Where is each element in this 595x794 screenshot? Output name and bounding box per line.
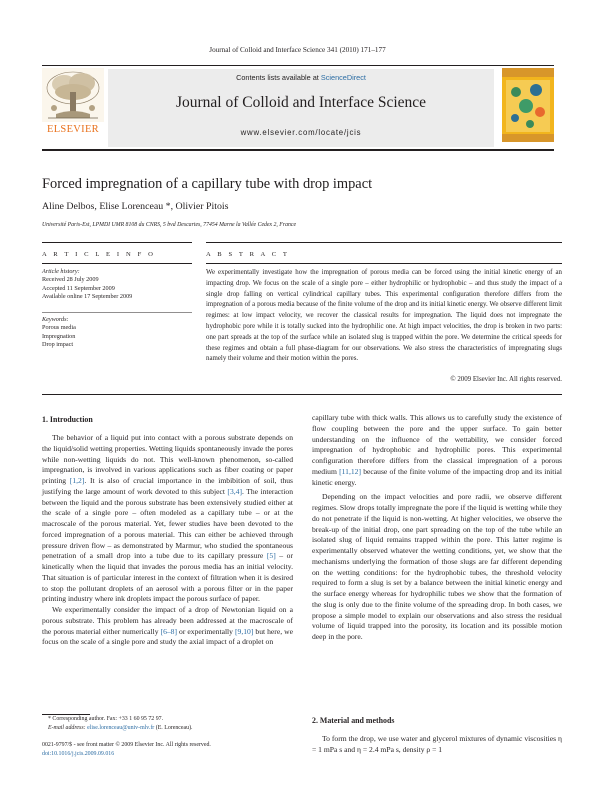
paragraph <box>312 492 562 643</box>
email-link[interactable]: elise.lorenceau@univ-mlv.fr <box>87 724 155 731</box>
email-label: E-mail address: <box>48 724 88 731</box>
front-matter <box>42 741 302 758</box>
article-info-top-rule <box>42 242 192 243</box>
masthead-bottom-rule <box>42 149 554 151</box>
sciencedirect-link[interactable]: ScienceDirect <box>320 73 366 82</box>
text-run: or experimentally <box>177 626 235 636</box>
methods-text <box>312 734 562 756</box>
text-run: . It is also of crucial importance in the imbibition of soil, thus justifying the large amount of work devoted to this subject <box>42 476 293 496</box>
email-suffix: (E. Lorenceau). <box>154 724 193 731</box>
issn-line: 0021-9797/$ - see front matter © 2009 Elsevier Inc. All rights reserved. <box>42 742 211 748</box>
left-column <box>42 433 293 648</box>
contents-prefix: Contents lists available at <box>236 73 321 82</box>
abstract-heading: A B S T R A C T <box>206 251 290 258</box>
keyword: Porous media <box>42 324 76 332</box>
text-run: The behavior of a liquid put into contact with a porous substrate depends on the liquid/solid wetting properties. Wetting liquids spontaneously invade the pores while non-wetting liquids do not. This well-known phenomenon, so-called impregnation, is involved in various applications such as fiber coating or paper printing <box>42 433 293 485</box>
history-label: Article history: <box>42 268 80 275</box>
introduction-heading: 1. Introduction <box>42 415 93 424</box>
methods-heading: 2. Material and methods <box>312 716 395 725</box>
journal-homepage-link[interactable]: www.elsevier.com/locate/jcis <box>240 128 362 137</box>
keywords <box>42 316 192 349</box>
journal-title: Journal of Colloid and Interface Science <box>175 94 427 111</box>
journal-reference: Journal of Colloid and Interface Science 341 (2010) 171–177 <box>209 46 386 54</box>
text-run: – or kinetically when the liquid that invades the porous media has an initial velocity. That situation is of particular interest in the context of filtration when it is desired to stop the pollutant droplets of an aerosol with a porous filter or in the paper printing industry where ink droplets impact the porous surface of paper. <box>42 551 294 604</box>
article-title: Forced impregnation of a capillary tube with drop impact <box>42 176 373 192</box>
keyword: Impregnation <box>42 332 76 340</box>
citation-link[interactable]: [9,10] <box>235 626 254 636</box>
history-online: Available online 17 September 2009 <box>42 292 133 300</box>
keyword: Drop impact <box>42 340 74 348</box>
text-run: capillary tube with thick walls. This allows us to carefully study the existence of flow coupling between the pore and the upper surface. To gain better understanding on the influence of the wettability, we consider forced impregnation of hydrophobic and hydrophilic pores. This experimental configuration therefore differs from the classical impregnation of a porous medium <box>312 413 562 476</box>
paragraph <box>312 413 562 488</box>
right-column <box>312 413 562 643</box>
article-info-heading: A R T I C L E I N F O <box>42 251 156 258</box>
citation-link[interactable]: [11,12] <box>339 466 361 476</box>
affiliation: Université Paris-Est, LPMDI UMR 8108 du CNRS, 5 bvd Descartes, 77454 Marne la Vallée Cedex 2, France <box>42 222 297 228</box>
abstract-bottom-rule <box>42 394 562 395</box>
keywords-label: Keywords: <box>42 316 69 323</box>
abstract-text: We experimentally investigate how the impregnation of porous media can be forced using the initial kinetic energy of an impacting drop. We focus on the scale of a single pore – either hydrophilic or hydrophobic – and thus study the impact of a single drop falling on vertical cylindrical capillary tubes. This experimental configuration therefore differs from the impregnation of a porous media because of the finite volume of the drop and its initial kinetic energy. We observe different limit regimes: at low impact velocity, we recover the classical results for impregnation. The liquid does not impregnate the hydrophobic pore while it is totally sucked into the hydrophilic one. At high impact velocities, the drop is broken in two parts: one part spreads at the top of the surface while an isolated slug is trapped within the pore. We determine the critical speeds for these regimes and obtain a full phase-diagram for our observations. We also stress the characteristics of impregnating slugs namely their volume and their motion within the pores. <box>206 269 562 363</box>
text-run: because of the finite volume of the impacting drop and its initial kinetic energy. <box>312 466 562 487</box>
journal-cover-image <box>502 68 554 142</box>
corresponding-footnote <box>48 715 298 732</box>
abstract-top-rule <box>206 242 562 243</box>
citation-link[interactable]: [3,4] <box>227 486 242 496</box>
paragraph <box>42 605 293 648</box>
article-history <box>42 268 192 301</box>
abstract-heading-rule <box>206 263 562 264</box>
doi-link[interactable]: doi:10.1016/j.jcis.2009.09.016 <box>42 750 115 757</box>
text-run: but here, we focus on the scale of a single pore and study the axial impact of a droplet on <box>42 626 293 647</box>
text-run: To form the drop, we use water and glycerol mixtures of dynamic viscosities η = 1 mPa s and η = 2.4 mPa s, density ρ = 1 <box>312 734 562 754</box>
citation-link[interactable]: [6–8] <box>160 626 178 636</box>
text-run: We experimentally consider the impact of a drop of Newtonian liquid on a porous substrate. This problem has already been addressed at the macroscale of the porous material either numerically <box>42 605 293 636</box>
author-list: Aline Delbos, Elise Lorenceau *, Olivier Pitois <box>42 201 229 212</box>
history-accepted: Accepted 11 September 2009 <box>42 284 115 292</box>
history-received: Received 28 July 2009 <box>42 276 99 284</box>
citation-link[interactable]: [1,2] <box>69 476 85 485</box>
text-run: Depending on the impact velocities and pore radii, we observe different regimes. Slow drops totally impregnate the pore if the liquid is wetting while they do not penetrate if the liquid is non-wetting. At higher velocities, we observe the break-up of the initial drop, one part spreading on the top of the tube while an isolated slug of liquid remains trapped within the pore. This latter regime is experimentally observed whatever the wetting conditions, yet, we show that the mechanisms underlying the formation of those slugs are far different depending on the wetting conditions: for the hydrophobic tubes, the threshold velocity required to form a slug is set by a balance between the initial kinetic energy and the surface energy whereas for hydrophilic tubes we show that the formation of the slug is only due to the finite volume of the spreading drop. In both cases, we propose a simple model to explain our observations and also stress the residual volume of liquid trapped into the porosity, its location and its possible motion deep in the pore. <box>312 492 562 641</box>
masthead-top-rule <box>42 65 554 66</box>
email-line <box>48 724 298 733</box>
paragraph <box>42 433 293 605</box>
article-info-divider <box>42 312 192 313</box>
corresponding-author: * Corresponding author. Fax: +33 1 60 95 72 97. <box>48 716 164 722</box>
paragraph <box>312 734 562 756</box>
publisher-name: ELSEVIER <box>47 124 99 135</box>
contents-line <box>108 73 494 82</box>
abstract-copyright: © 2009 Elsevier Inc. All rights reserved. <box>450 376 562 383</box>
article-info-heading-rule <box>42 263 192 264</box>
text-run: . The interaction between the liquid and the porous substrate has been extensively studied either at the scale of a single pore – often modeled as a capillary tube – or at the macroscale of the porous material. Yet, fewer studies have been devoted to the forced impregnation of a porous material. This can either be achieved through pressure driven flow – as demonstrated by Marmur, who studied the spontaneous penetration of a small drop into a tube due to its capillary pressure <box>42 486 293 561</box>
citation-link[interactable]: [5] <box>266 551 276 561</box>
